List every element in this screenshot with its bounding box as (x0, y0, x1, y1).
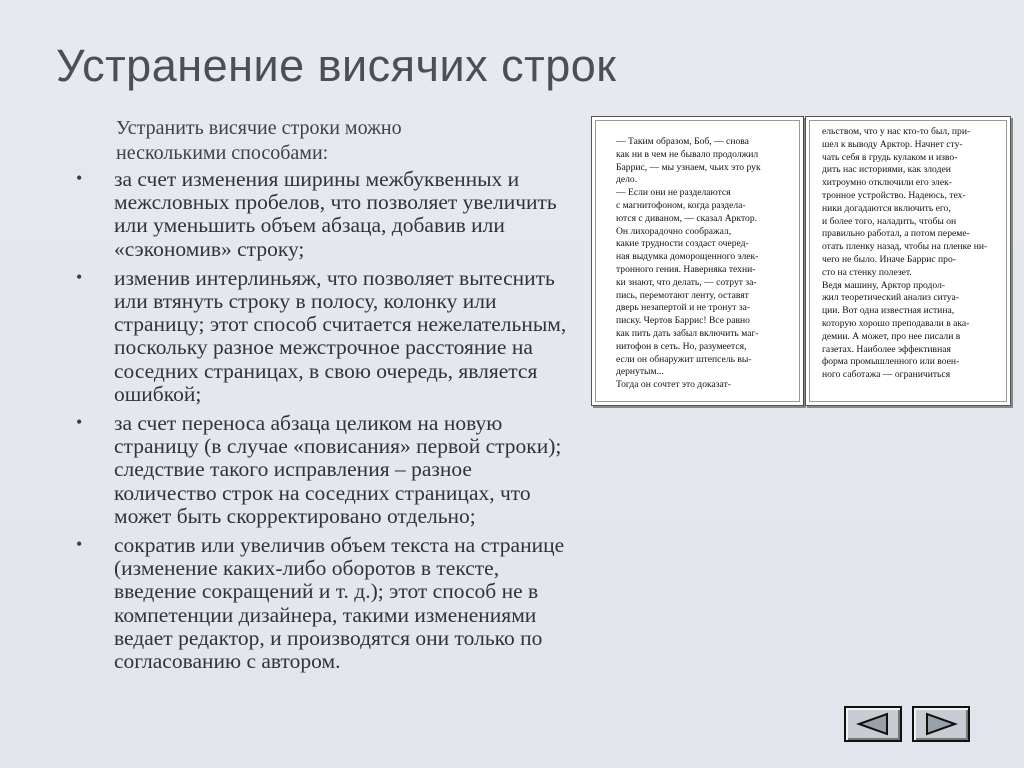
bullet-item (76, 267, 576, 406)
bullet-icon: • (76, 266, 83, 287)
bullet-text: изменив интерлиньяж, что позволяет вытеснить или втянуть строку в полосу, колонку или страницу; этот способ считается нежелательным, поскольку разное межстрочное расстояние на соседних страницах, в свою очередь, является ошибкой; (114, 265, 567, 406)
book-right-page-text: ельством, что у нас кто-то был, при- шел к выводу Арктор. Начнет сту- чать себя в грудь кулаком и изво- дить нас историями, как злодеи хитроумно отключили его элек- тронное устройство. Надеюсь, тех- ники догадаются включить его, и более того, наладить, чтобы он правильно работал, а потом переме- отать пленку назад, чтобы на пленке ни- чего не было. Иначе Баррис про- сто на стенку полезет. Ведя машину, Арктор продол- жил теоретический анализ ситуа- ции. Вот одна известная истина, которую хорошо преподавали в ака- демии. А может, про нее писали в газетах. Наиболее эффективная форма промышленного или воен- ного саботажа — ограничиться (822, 126, 988, 381)
book-left-page-text: — Таким образом, Боб, — снова как ни в чем не бывало продолжил Баррис, — мы узнаем, чьих это рук дело. — Если они не разделаются с магнитофоном, когда разделa- ются с диваном, — сказал Арктор. Он лихорадочно соображал, какие трудности создаст очеред- ная выдумка доморощенного элек- тронного гения. Наверняка техни- ки знают, что делать, — сотрут за- пись, перемотают ленту, оставят дверь незапертой и не тронут за- писку. Чертов Баррис! Все равно как пить дать забыл включить маг- нитофон в сеть. Но, разумеется, если он обнаружит штепсель вы- дернутым... Тогда он сочтет это доказат- (616, 136, 761, 391)
intro-text: Устранить висячие строки можно несколькими способами: (116, 117, 402, 164)
book-illustration (591, 116, 1011, 409)
next-slide-button[interactable] (912, 706, 970, 742)
triangle-right-icon (921, 711, 961, 737)
bullet-item (76, 168, 576, 261)
bullet-icon: • (76, 412, 83, 433)
bullet-item (76, 412, 576, 528)
book-right-page (805, 116, 1011, 406)
bullet-list (76, 168, 576, 673)
bullet-item (76, 534, 576, 673)
bullet-text: за счет изменения ширины межбуквенных и межсловных пробелов, что позволяет увеличить или уменьшить объем абзаца, добавив или «сэкономив» строку; (114, 167, 557, 261)
bullet-text: сократив или увеличив объем текста на странице (изменение каких-либо оборотов в тексте, введение сокращений и т. д.); этот способ не в компетенции дизайнера, такими изменениями ведает редактор, и производятся они только по согласованию с автором. (114, 533, 565, 674)
previous-slide-button[interactable] (844, 706, 902, 742)
slide-title: Устранение висячих строк (56, 40, 617, 91)
bullet-icon: • (76, 168, 83, 188)
bullet-text: за счет переноса абзаца целиком на новую страницу (в случае «повисания» первой строки); следствие такого исправления – разное количество строк на соседних страницах, что может быть скорректировано отдельно; (114, 411, 562, 528)
triangle-left-icon (853, 711, 893, 737)
book-left-page (591, 116, 804, 406)
bullet-icon: • (76, 534, 83, 555)
